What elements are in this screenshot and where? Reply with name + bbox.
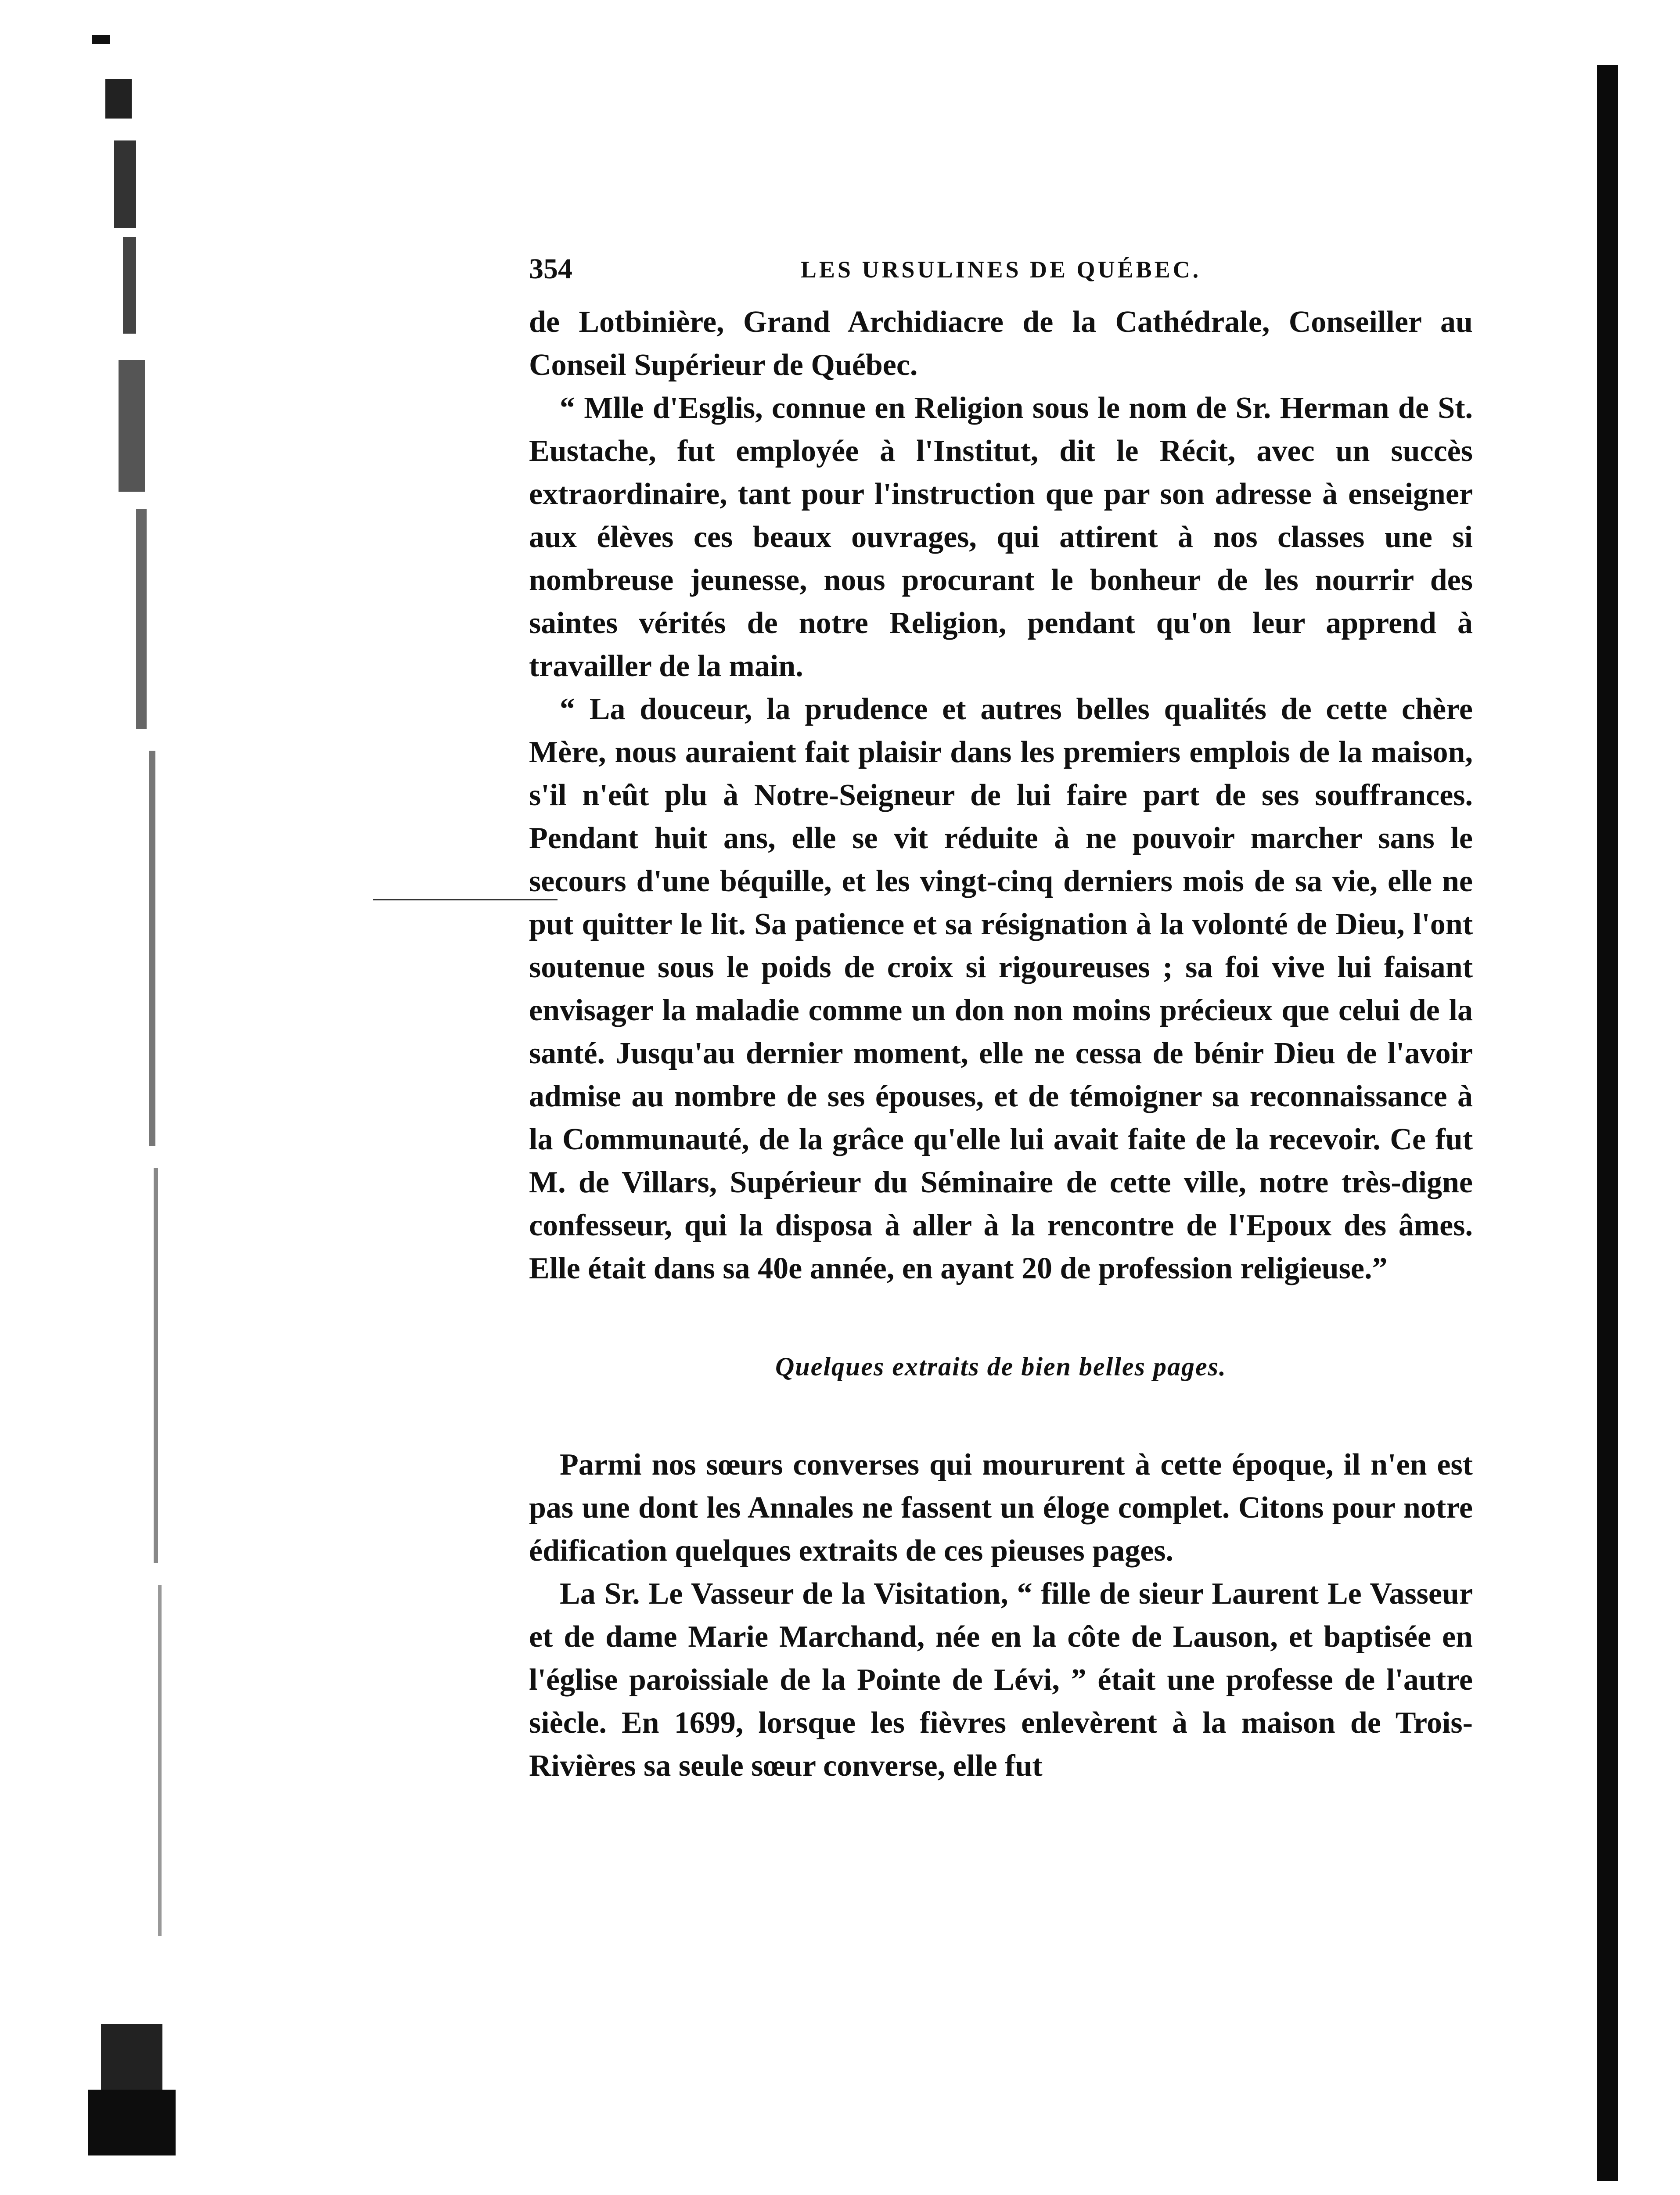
- binding-edge-scan-artifact: [88, 26, 219, 2177]
- paragraph: de Lotbinière, Grand Archidiacre de la Cathédrale, Conseiller au Conseil Supérieur de Québec.: [529, 305, 1473, 382]
- body-text-bottom: [529, 1443, 1473, 1788]
- section-heading: Quelques extraits de bien belles pages.: [775, 1352, 1227, 1381]
- body-text-top: [529, 301, 1473, 1290]
- paragraph: La Sr. Le Vasseur de la Visitation, “ fille de sieur Laurent Le Vasseur et de dame Marie Marchand, née en la côte de Lauson, et baptisée en l'église paroissiale de la Pointe de Lévi, ” était une professe de l'autre siècle. En 1699, lorsque les fièvres enlevèrent à la maison de Trois-Rivières sa seule sœur converse, elle fut: [529, 1577, 1473, 1783]
- running-head: [529, 252, 1473, 301]
- paragraph: “ Mlle d'Esglis, connue en Religion sous le nom de Sr. Herman de St. Eustache, fut employée à l'Institut, dit le Récit, avec un succès extraordinaire, tant pour l'instruction que par son adresse à enseigner aux élèves ces beaux ouvrages, qui attirent à nos classes une si nombreuse jeunesse, nous procurant le bonheur de les nourrir des saintes vérités de notre Religion, pendant qu'on leur apprend à travailler de la main.: [529, 391, 1473, 683]
- book-page: [529, 252, 1473, 1788]
- paragraph: “ La douceur, la prudence et autres belles qualités de cette chère Mère, nous auraient fait plaisir dans les premiers emplois de la maison, s'il n'eût plu à Notre-Seigneur de lui faire part de ses souffrances. Pendant huit ans, elle se vit réduite à ne pouvoir marcher sans le secours d'une béquille, et les vingt-cinq derniers mois de sa vie, elle ne put quitter le lit. Sa patience et sa résignation à la volonté de Dieu, l'ont soutenue sous le poids de croix si rigoureuses ; sa foi vive lui faisant envisager la maladie comme un don non moins précieux que celui de la santé. Jusqu'au dernier moment, elle ne cessa de bénir Dieu de l'avoir admise au nombre de ses épouses, et de témoigner sa reconnaissance à la Communauté, de la grâce qu'elle lui avait faite de la recevoir. Ce fut M. de Villars, Supérieur du Séminaire de cette ville, notre très-digne confesseur, qui la disposa à aller à la rencontre de l'Epoux des âmes. Elle était dans sa 40e année, en ayant 20 de profession religieuse.”: [529, 692, 1473, 1285]
- running-title: LES URSULINES DE QUÉBEC.: [800, 256, 1202, 283]
- paragraph: Parmi nos sœurs converses qui moururent à cette époque, il n'en est pas une dont les Annales ne fassent un éloge complet. Citons pour notre édification quelques extraits de ces pieuses pages.: [529, 1448, 1473, 1568]
- scan-edge-bar: [1597, 65, 1618, 2181]
- page-number: 354: [529, 253, 572, 285]
